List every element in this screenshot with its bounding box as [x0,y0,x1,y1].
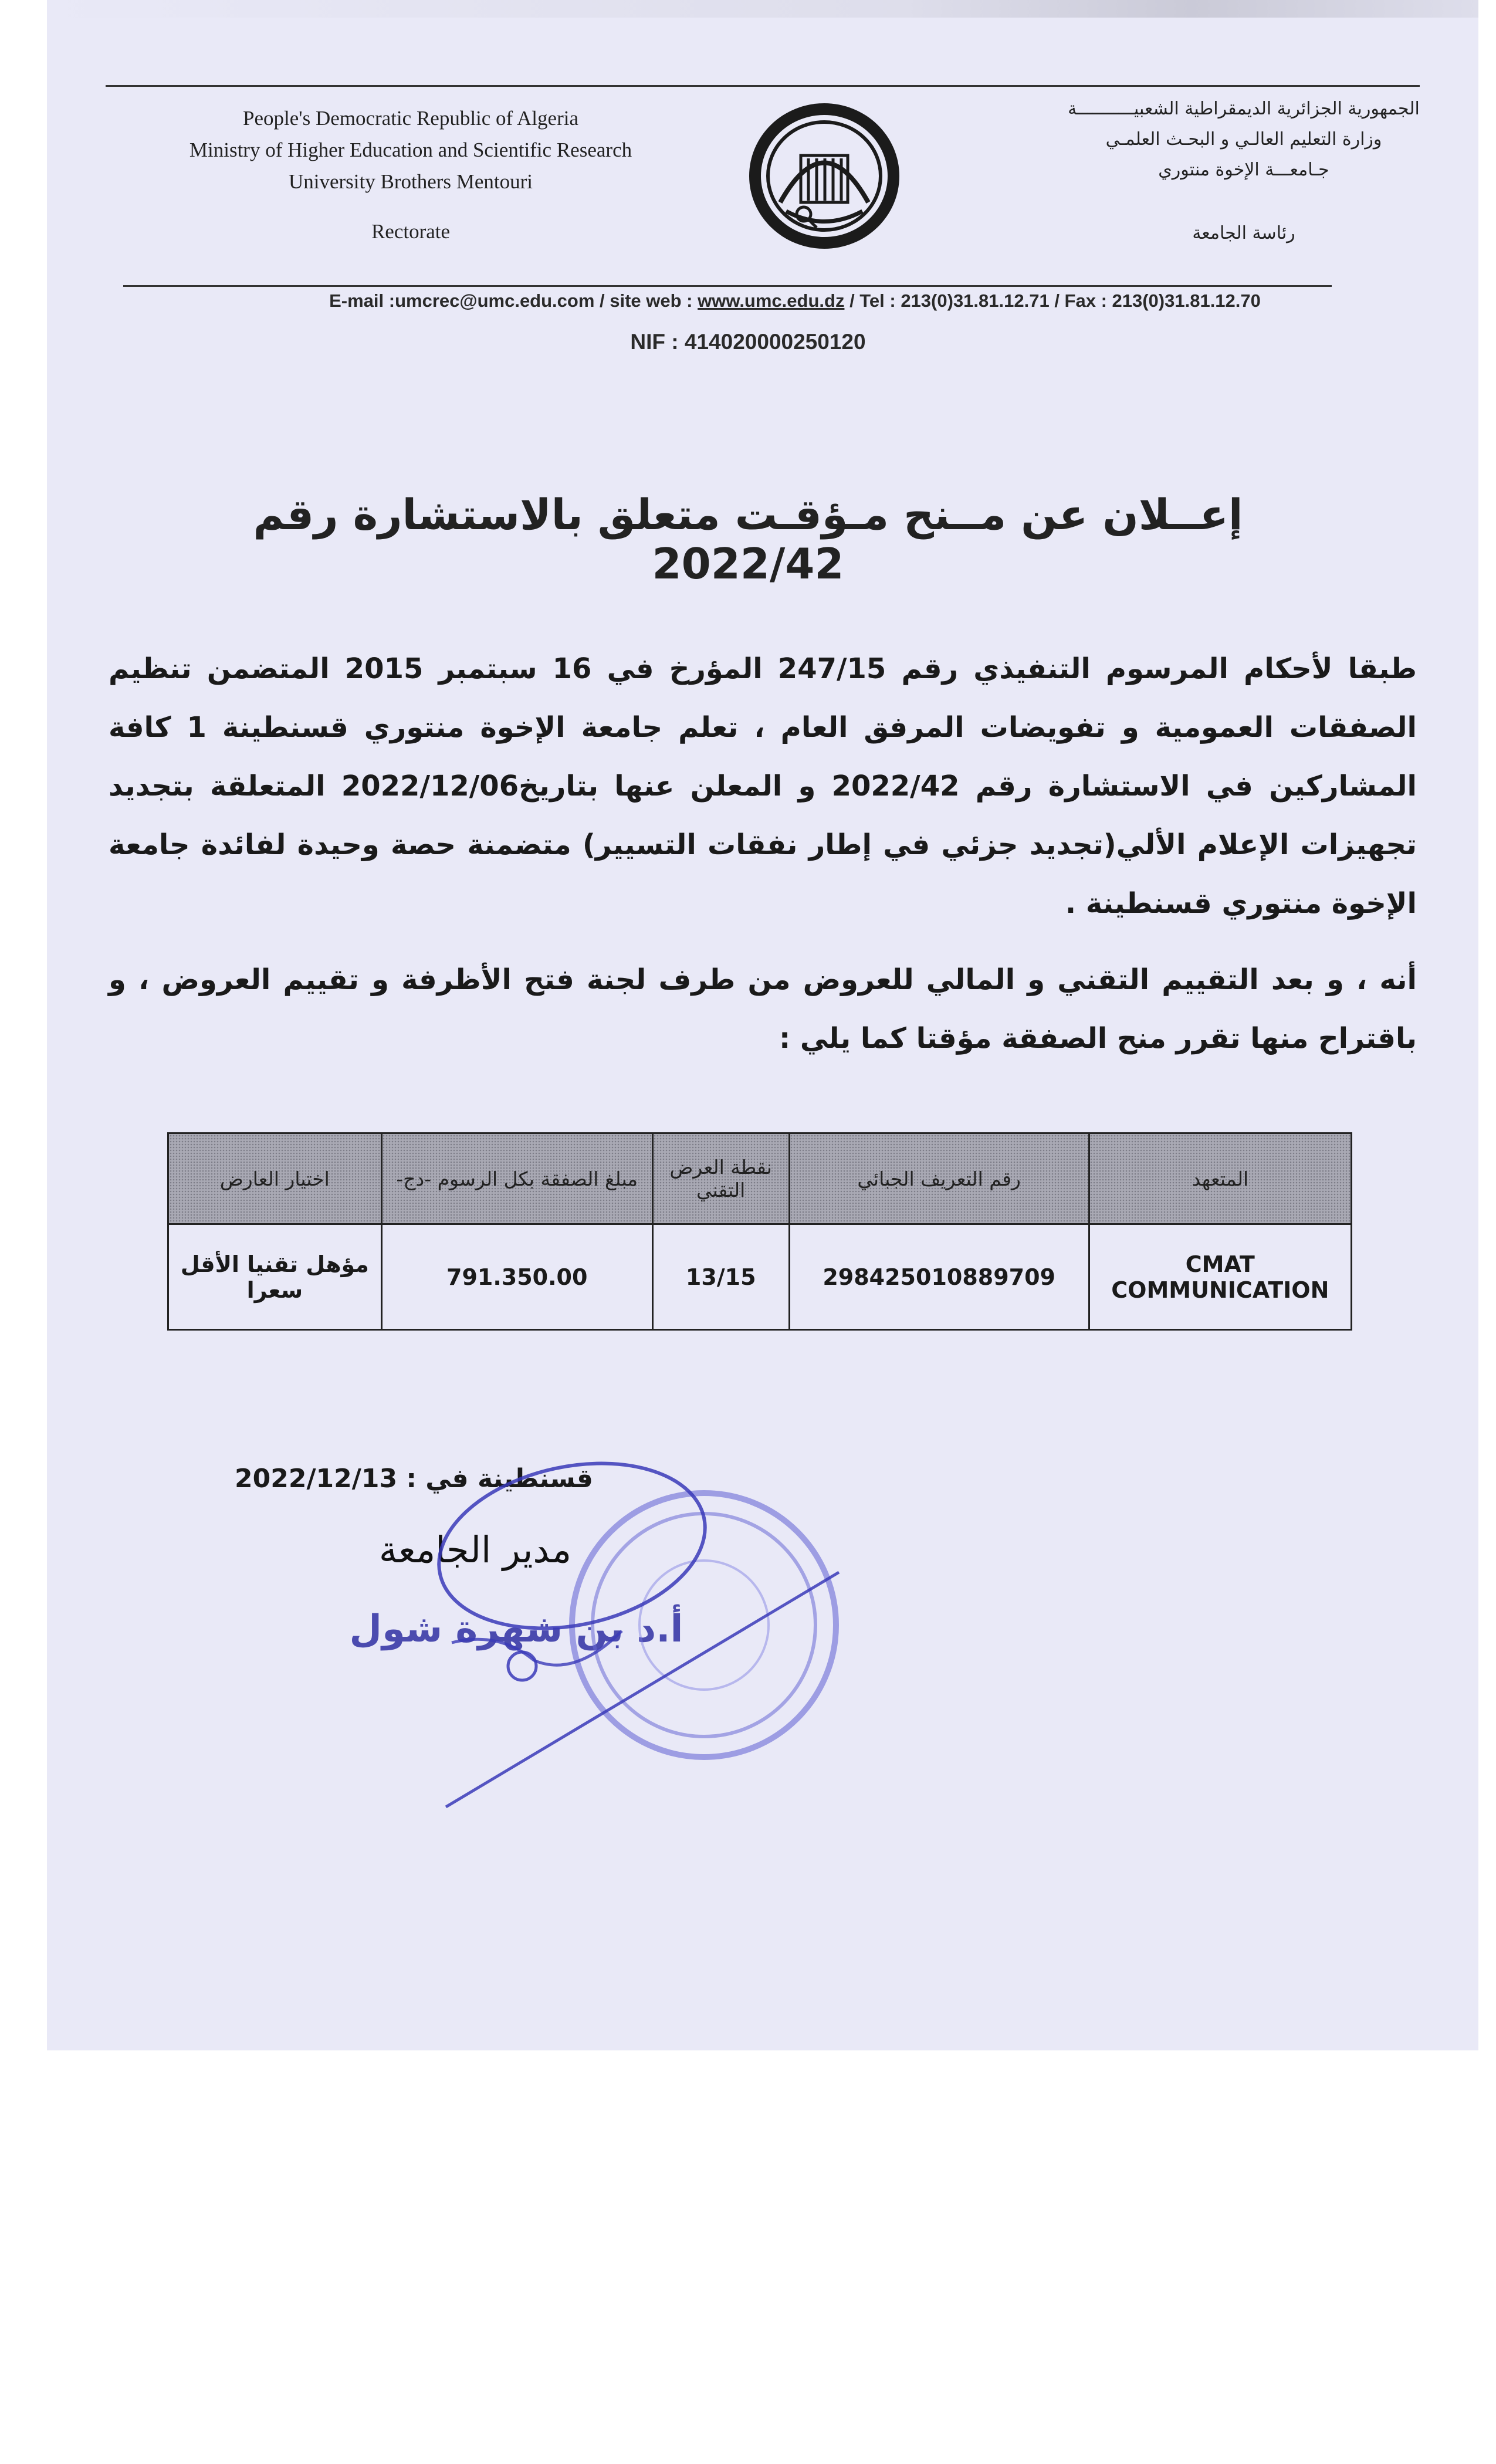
announcement-title: إعــلان عن مــنح مـؤقـت متعلق بالاستشارة رقم 2022/42 [253,490,1243,588]
header-ar-line-1: الجمهورية الجزائرية الديمقراطية الشعبيـــــــــــة [1068,99,1420,119]
signatory-name: أ.د بن شهرة شول [349,1607,683,1651]
cell-selection: مؤهل تقنيا الأقل سعرا [168,1224,382,1330]
header-en-line-3: University Brothers Mentouri [288,170,533,193]
col-header-tax-id: رقم التعريف الجبائي [789,1133,1089,1224]
col-header-amount: مبلغ الصفقة بكل الرسوم -دج- [381,1133,652,1224]
header-en-line-2: Ministry of Higher Education and Scientific Research [189,138,632,161]
award-table [167,1132,1352,1331]
official-stamp-icon [428,1455,851,1819]
cell-bidder: CMAT COMMUNICATION [1089,1224,1351,1330]
signatory-title: مدير الجامعة [378,1528,572,1571]
announcement-paragraph-1: طبقا لأحكام المرسوم التنفيذي رقم 247/15 المؤرخ في 16 سبتمبر 2015 المتضمن تنظيم الصفقات العمومية و تفويضات المرفق العام ، تعلم جامعة الإخوة منتوري قسنطينة 1 كافة المشاركين في الاستشارة رقم 2022/42 و المعلن عنها بتاريخ2022/12/06 المتعلقة بتجديد تجهيزات الإعلام الألي(تجديد جزئي في إطار نفقات التسيير) متضمنة حصة وحيدة لفائدة جامعة الإخوة منتوري قسنطينة . [109,652,1417,920]
table-header-row [168,1133,1352,1224]
contact-email-text: E-mail :umcrec@umc.edu.com / site web : [329,290,698,311]
header-top-rule [106,85,1420,87]
contact-phone-fax: / Tel : 213(0)31.81.12.71 / Fax : 213(0)31.81.12.70 [844,290,1261,311]
place-and-date: قسنطينة في : 2022/12/13 [235,1464,593,1494]
header-arabic [1033,94,1455,185]
col-header-technical-score: نقطة العرض التقني [652,1133,789,1224]
header-bottom-rule [123,285,1332,287]
header-en-line-1: People's Democratic Republic of Algeria [243,107,578,130]
table-row [168,1224,1352,1330]
cell-tax-id: 298425010889709 [789,1224,1089,1330]
col-header-selection: اختيار العارض [168,1133,382,1224]
contact-line [170,290,1420,312]
announcement-paragraph-2: أنه ، و بعد التقييم التقني و المالي للعروض من طرف لجنة فتح الأظرفة و تقييم العروض ، و باقتراح منها تقرر منح الصفقة مؤقتا كما يلي : [109,963,1417,1055]
header-en-office: Rectorate [371,220,451,243]
header-english [123,103,698,198]
university-logo [745,100,903,252]
nif-number: NIF : 414020000250120 [630,330,866,354]
col-header-bidder: المتعهد [1089,1133,1351,1224]
cell-technical-score: 13/15 [652,1224,789,1330]
website-link[interactable]: www.umc.edu.dz [698,290,845,311]
header-ar-office: رئاسة الجامعة [1192,223,1295,243]
cell-amount: 791.350.00 [381,1224,652,1330]
header-ar-line-3: جـامعـــة الإخوة منتوري [1158,160,1329,180]
header-ar-line-2: وزارة التعليم العالـي و البحـث العلمـي [1105,129,1382,150]
